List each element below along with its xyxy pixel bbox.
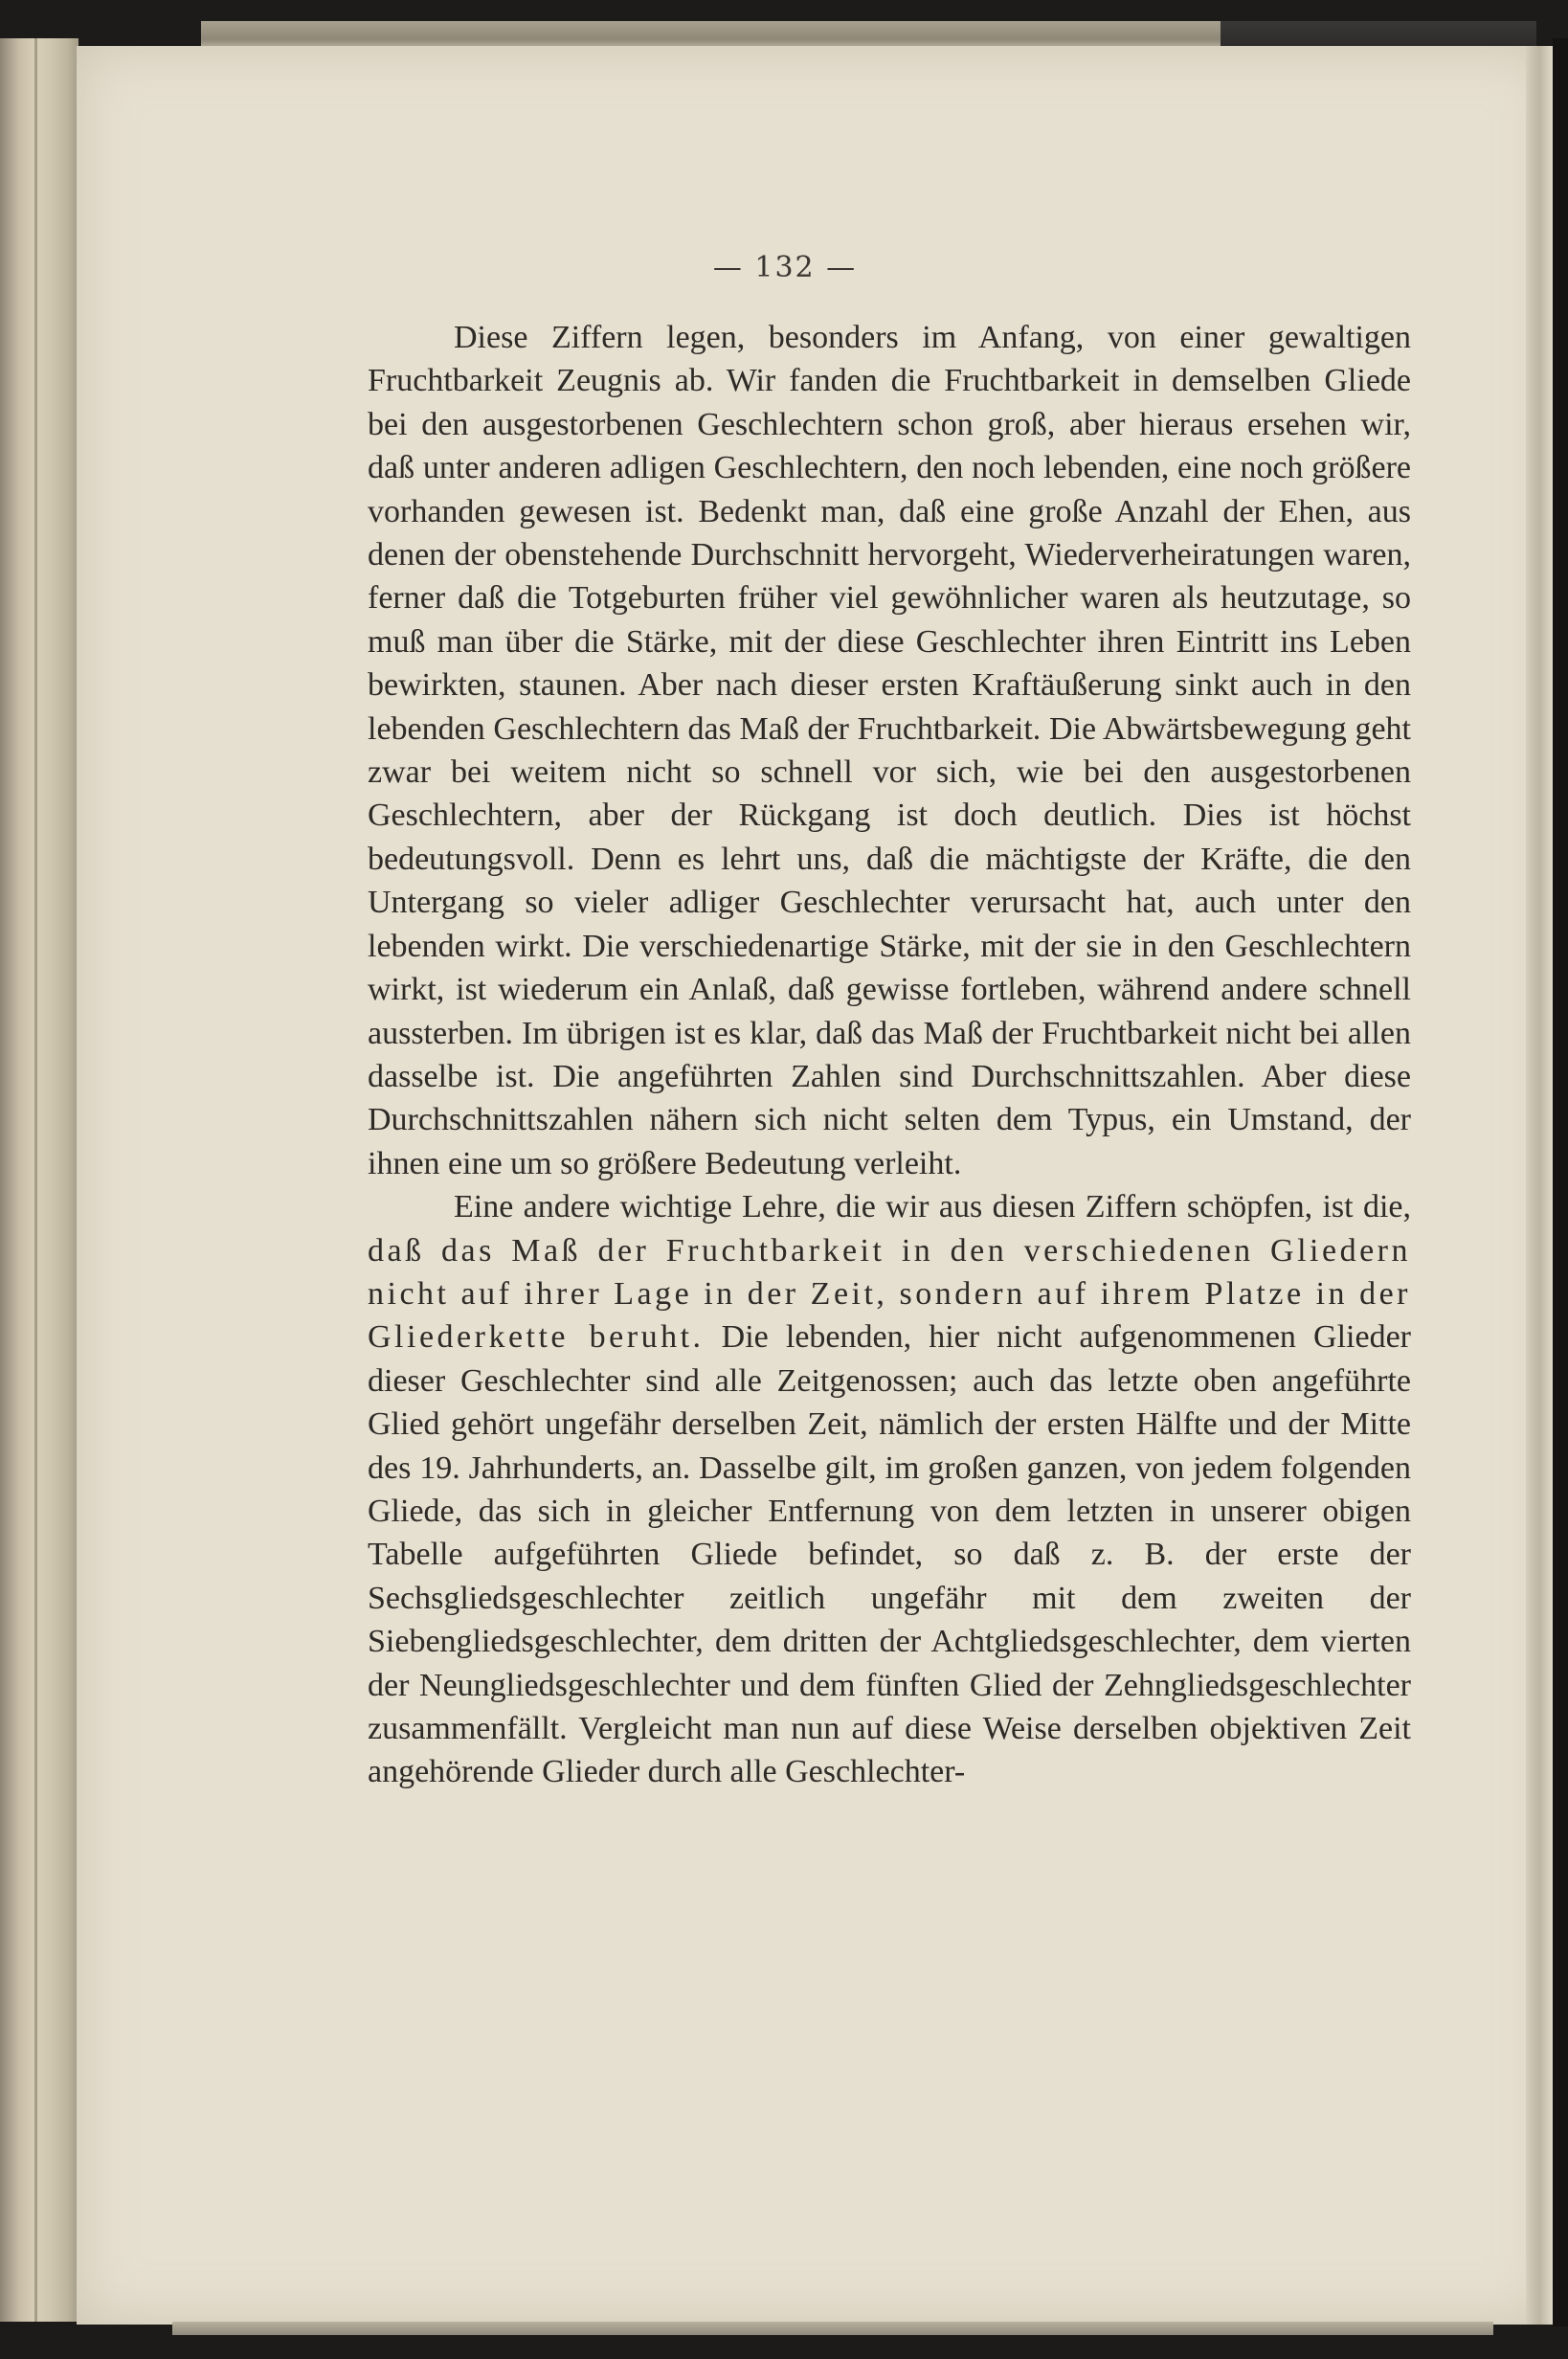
body-text — [368, 316, 1411, 1794]
text-segment: Eine andere wichtige Lehre, die wir aus diesen Ziffern schöpfen, ist die, — [454, 1189, 1411, 1225]
right-page-rim — [1526, 46, 1553, 2325]
page-number: — 132 — — [712, 251, 858, 284]
text-segment: Die lebenden, hier nicht aufgenommenen Glieder dieser Geschlechter sind alle Zeitgenossen; auch das letzte oben angeführte Glied gehört ungefähr derselben Zeit, nämlich der ersten Hälfte und der Mitte des 19. Jahrhunderts, an. Dasselbe gilt, im großen ganzen, von jedem folgenden Gliede, das sich in gleicher Entfernung von dem letzten in unserer obigen Tabelle aufgeführten Gliede befindet, so daß z. B. der erste der Sechsgliedsgeschlechter zeitlich ungefähr mit dem zweiten der Siebengliedsgeschlechter, dem dritten der Achtgliedsgeschlechter, dem vierten der Neungliedsgeschlechter und dem fünften Glied der Zehngliedsgeschlechter zusammenfällt. Vergleicht man nun auf diese Weise derselben objektiven Zeit angehörende Glieder durch alle Geschlechter- — [368, 1319, 1411, 1790]
page-edge-line — [34, 38, 37, 2322]
paragraph — [368, 1185, 1411, 1794]
text-segment: Diese Ziffern legen, besonders im Anfang, von einer gewaltigen Fruchtbarkeit Zeugnis ab. Wir fanden die Fruchtbarkeit in demselben Gliede bei den ausgestorbenen Geschlechtern schon groß, aber hieraus ersehen wir, daß unter anderen adligen Geschlechtern, den noch lebenden, eine noch größere vorhanden gewesen ist. Bedenkt man, daß eine große Anzahl der Ehen, aus denen der obenstehende Durchschnitt hervorgeht, Wiederverheiratungen waren, ferner daß die Totgeburten früher viel gewöhnlicher waren als heutzutage, so muß man über die Stärke, mit der diese Geschlechter ihren Eintritt ins Leben bewirkten, staunen. Aber nach dieser ersten Kraftäußerung sinkt auch in den lebenden Geschlechtern das Maß der Fruchtbarkeit. Die Abwärtsbewegung geht zwar bei weitem nicht so schnell vor sich, wie bei den ausgestorbenen Geschlechtern, aber der Rückgang ist doch deutlich. Dies ist höchst bedeutungsvoll. Denn es lehrt uns, daß die mächtigste der Kräfte, die den Untergang so vieler adliger Geschlechter verursacht hat, auch unter den lebenden wirkt. Die verschiedenartige Stärke, mit der sie in den Geschlechtern wirkt, ist wiederum ein Anlaß, daß gewisse fortleben, während andere schnell aussterben. Im übrigen ist es klar, daß das Maß der Fruchtbarkeit nicht bei allen dasselbe ist. Die angeführten Zahlen sind Durchschnittszahlen. Aber diese Durchschnittszahlen nähern sich nicht selten dem Typus, ein Umstand, der ihnen eine um so größere Bedeutung verleiht. — [368, 320, 1411, 1181]
bottom-book-edge — [172, 2322, 1493, 2335]
paragraph — [368, 316, 1411, 1185]
book-page-edges — [0, 38, 78, 2322]
emphasized-text: daß das Maß der Fruchtbarkeit in den verschiedenen Gliedern nicht auf ihrer Lage in der Zeit, sondern auf ihrem Platze in der Gliederkette beruht. — [368, 1232, 1411, 1356]
right-dark-border — [1553, 38, 1568, 2326]
